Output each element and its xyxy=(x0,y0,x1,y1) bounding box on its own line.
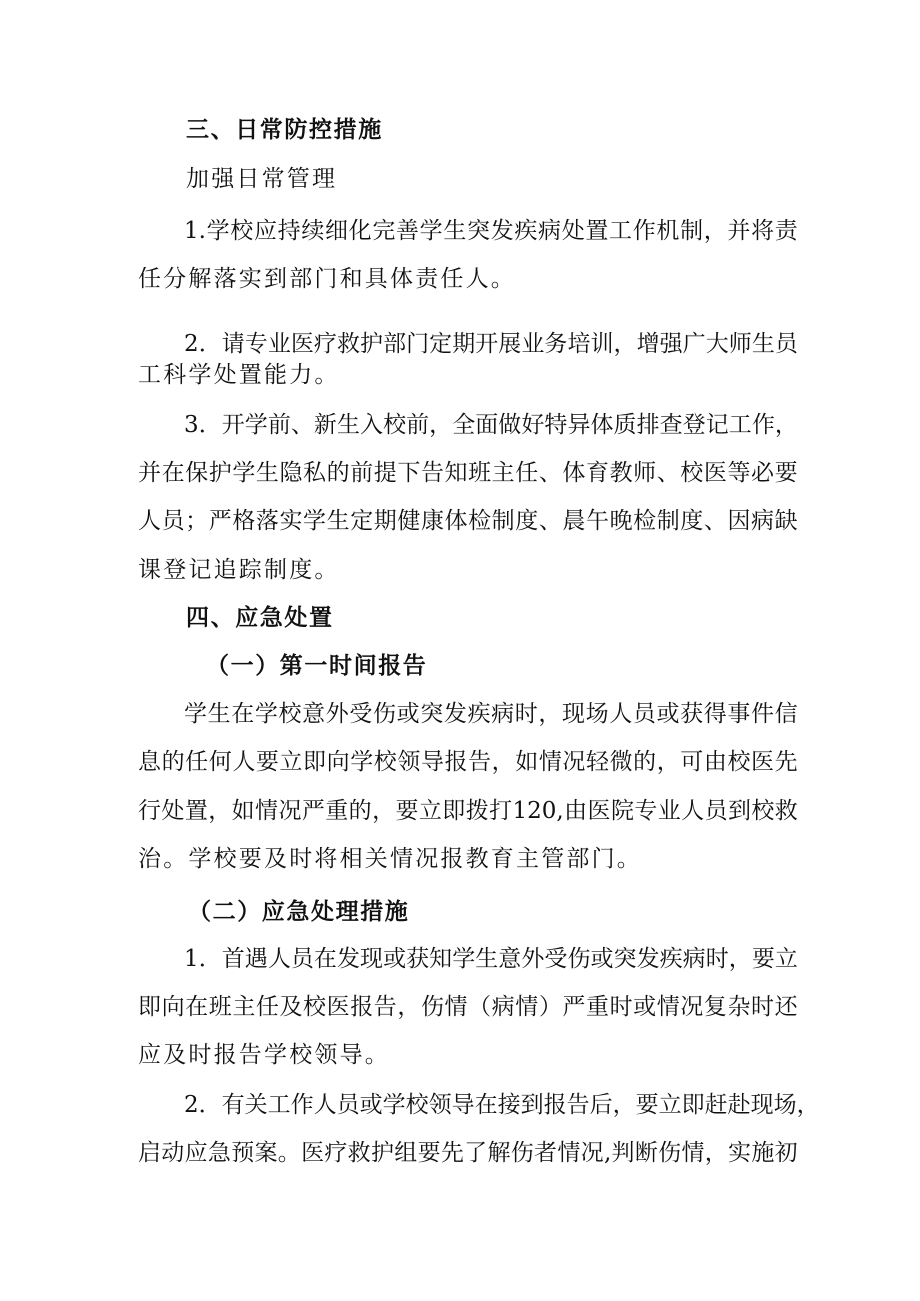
paragraph-line: 并 在 保 护 学 生 隐 私 的 前 提 下 告 知 班 主 任 、 体 育 教 师 、 校 医 等 必 要 xyxy=(138,460,798,486)
paragraph-line: 工科学处置能力。 xyxy=(138,362,340,388)
subheading-daily-management: 加强日常管理 xyxy=(186,166,338,192)
paragraph-line: 3 ． 开 学 前 、 新 生 入 校 前 ， 全 面 做 好 特 异 体 质 排 查 登 记 工 作 ， xyxy=(184,412,798,438)
paragraph-line: 应及时报告学校领导。 xyxy=(138,1042,390,1068)
paragraph-line: 治。学校要及时将相关情况报教育主管部门。 xyxy=(138,846,642,872)
subheading-emergency-measures: （二）应急处理措施 xyxy=(188,899,410,925)
paragraph-line: 行 处 置 ， 如 情 况 严 重 的 ， 要 立 即 拨 打 120, 由 医 院 专 业 人 员 到 校 救 xyxy=(138,798,798,824)
paragraph-line: 任分解落实到部门和具体责任人。 xyxy=(138,266,516,292)
paragraph-line: 2 ． 请 专 业 医 疗 救 护 部 门 定 期 开 展 业 务 培 训 ， 增 强 广 大 师 生 员 xyxy=(184,331,798,357)
paragraph-line: 1. 学 校 应 持 续 细 化 完 善 学 生 突 发 疾 病 处 置 工 作 机 制 ， 并 将 责 xyxy=(184,218,798,244)
paragraph-line: 息 的 任 何 人 要 立 即 向 学 校 领 导 报 告 ， 如 情 况 轻 微 的 ， 可 由 校 医 先 xyxy=(138,749,798,775)
paragraph-line: 人 员 ； 严 格 落 实 学 生 定 期 健 康 体 检 制 度 、 晨 午 晚 检 制 度 、 因 病 缺 xyxy=(138,508,798,534)
paragraph-line: 2 ． 有 关 工 作 人 员 或 学 校 领 导 在 接 到 报 告 后 ， 要 立 即 赶 赴 现 场 ， xyxy=(184,1092,820,1118)
paragraph-line: 启 动 应 急 预 案 。 医 疗 救 护 组 要 先 了 解 伤 者 情 况 , 判 断 伤 情 ， 实 施 初 xyxy=(138,1140,798,1166)
subheading-first-report: （一）第一时间报告 xyxy=(206,653,428,679)
paragraph-line: 学 生 在 学 校 意 外 受 伤 或 突 发 疾 病 时 ， 现 场 人 员 或 获 得 事 件 信 xyxy=(184,701,798,727)
section-heading-daily-prevention: 三、日常防控措施 xyxy=(186,117,383,143)
paragraph-line: 1 ． 首 遇 人 员 在 发 现 或 获 知 学 生 意 外 受 伤 或 突 发 疾 病 时 ， 要 立 xyxy=(184,946,798,972)
paragraph-line: 即 向 在 班 主 任 及 校 医 报 告 ， 伤 情 （ 病 情 ） 严 重 时 或 情 况 复 杂 时 还 xyxy=(138,994,798,1020)
paragraph-line: 课登记追踪制度。 xyxy=(138,557,340,583)
section-heading-emergency: 四、应急处置 xyxy=(186,605,334,631)
